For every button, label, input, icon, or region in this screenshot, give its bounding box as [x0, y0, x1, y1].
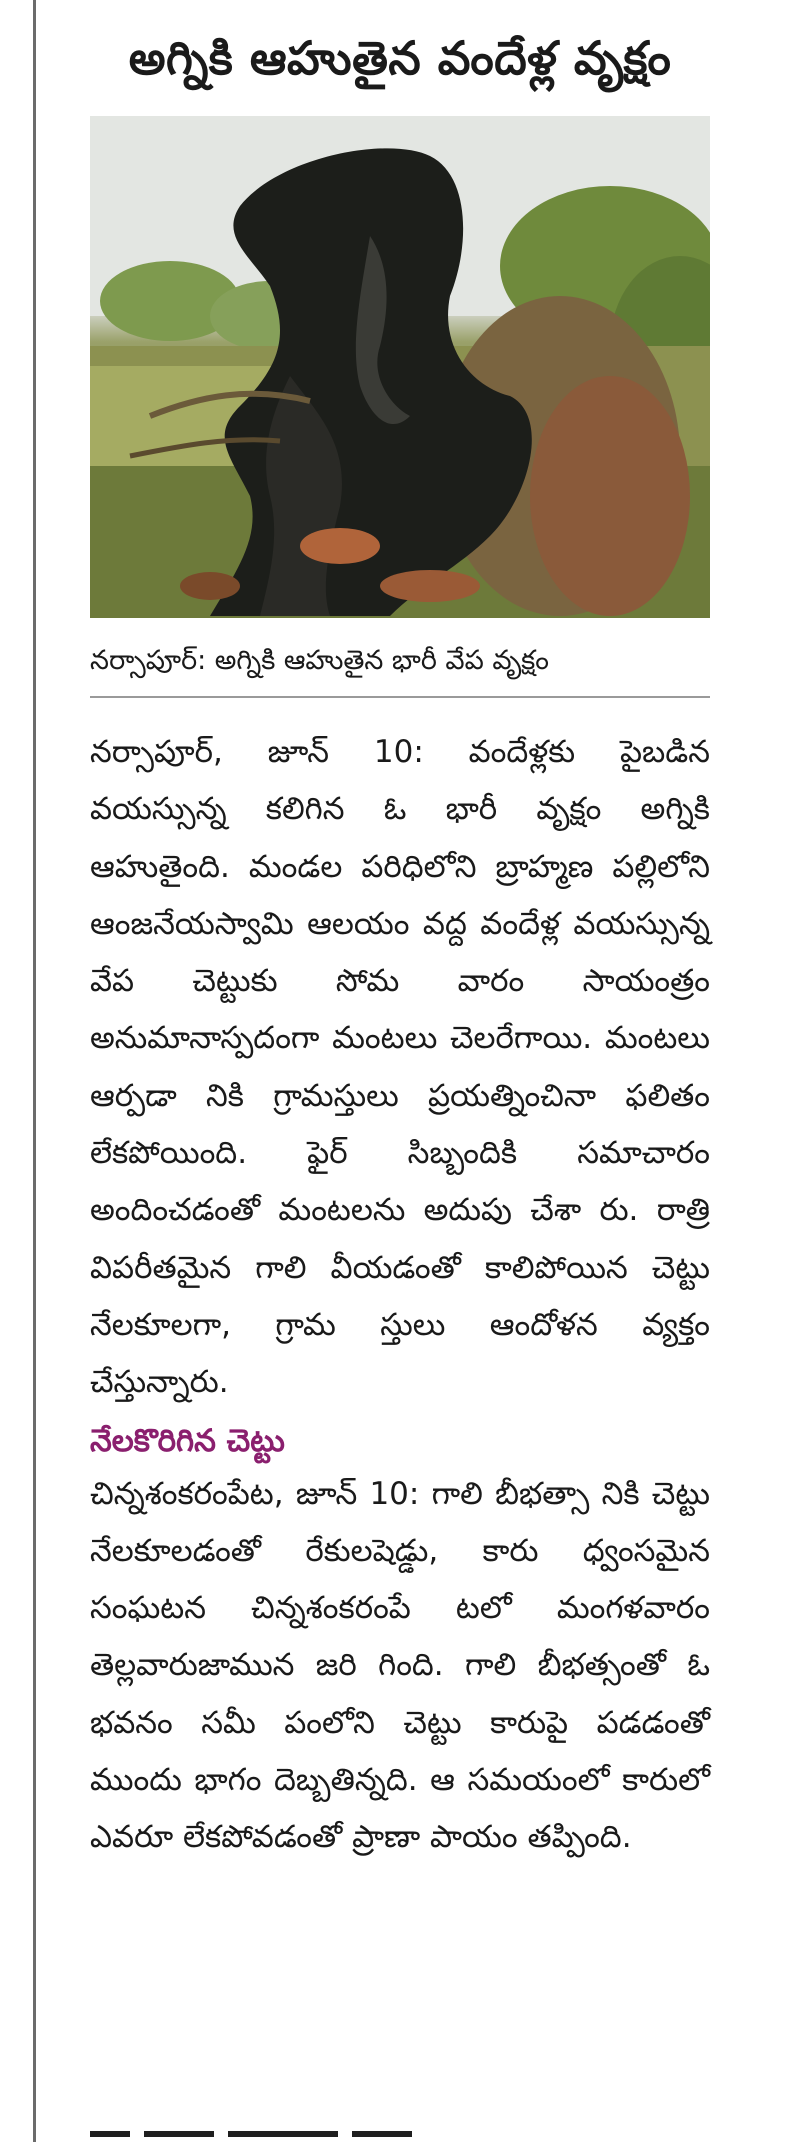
photo-caption: నర్సాపూర్: అగ్నికి ఆహుతైన భారీ వేప వృక్షం [90, 642, 710, 698]
story-body [90, 724, 710, 1867]
story1-paragraph: నర్సాపూర్, జూన్ 10: వందేళ్లకు పైబడిన వయస్సున్న కలిగిన ఓ భారీ వృక్షం అగ్నికి ఆహుతైంది. మండల పరిధిలోని బ్రాహ్మణ పల్లిలోని ఆంజనేయస్వామి ఆలయం వద్ద వందేళ్ల వయస్సున్న వేప చెట్టుకు సోమ వారం సాయంత్రం అనుమానాస్పదంగా మంటలు చెలరేగాయి. మంటలు ఆర్పడా నికి గ్రామస్తులు ప్రయత్నించినా ఫలితం లేకపోయింది. ఫైర్ సిబ్బందికి సమాచారం అందించడంతో మంటలను అదుపు చేశా రు. రాత్రి విపరీతమైన గాలి వీయడంతో కాలిపోయిన చెట్టు నేలకూలగా, గ్రామ స్తులు ఆందోళన వ్యక్తం చేస్తున్నారు. [90, 734, 710, 1401]
story2-paragraph: చిన్నశంకరంపేట, జూన్ 10: గాలి బీభత్సా నికి చెట్టు నేలకూలడంతో రేకులషెడ్డు, కారు ధ్వంసమైన సంఘటన చిన్నశంకరంపే టలో మంగళవారం తెల్లవారుజామున జరి గింది. గాలి బీభత్సంతో ఓ భవనం సమీ పంలోని చెట్టు కారుపై పడడంతో ముందు భాగం దెబ్బతిన్నది. ఆ సమయంలో కారులో ఎవరూ లేకపోవడంతో ప్రాణా పాయం తప్పింది. [90, 1475, 710, 1856]
cut-off-next-headline [90, 2118, 450, 2142]
news-article [90, 0, 710, 1867]
story2-subhead: నేలకొరిగిన చెట్టు [90, 1422, 285, 1459]
column-divider [33, 0, 36, 2142]
headline: అగ్నికి ఆహుతైన వందేళ్ల వృక్షం [128, 31, 672, 85]
burnt-tree-photo [90, 116, 710, 618]
